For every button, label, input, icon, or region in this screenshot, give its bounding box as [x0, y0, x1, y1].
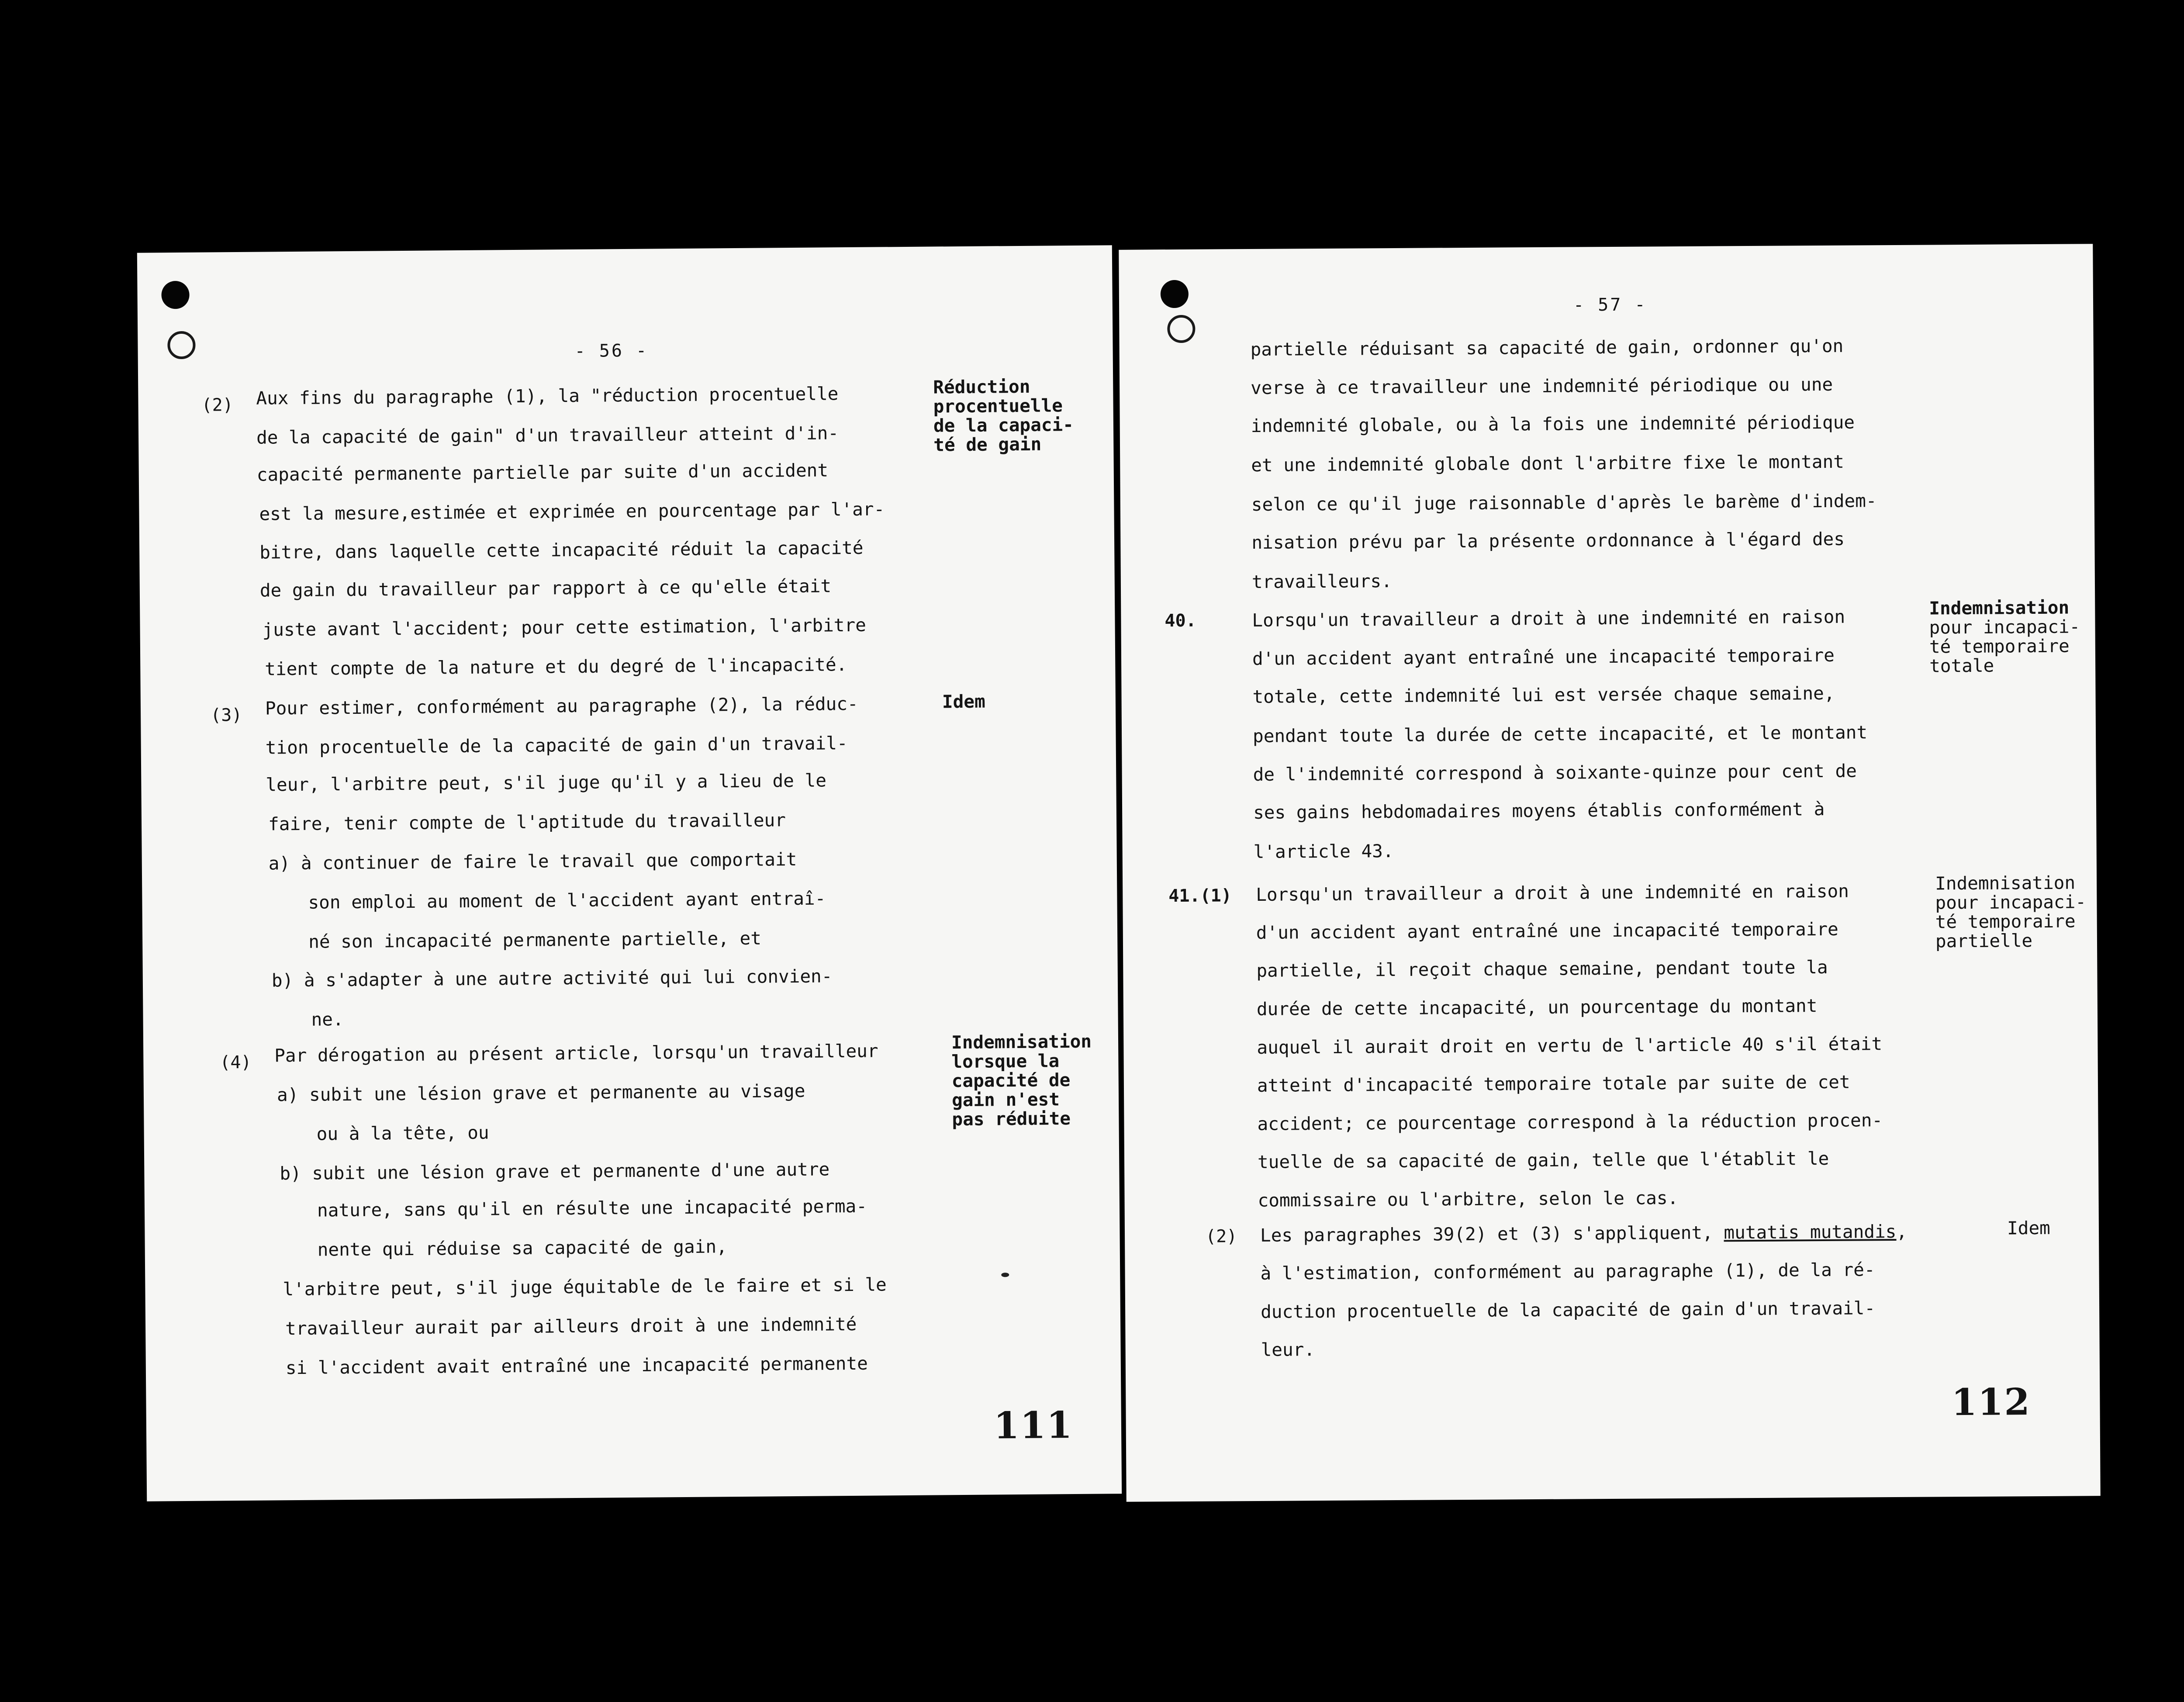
text-line: verse à ce travailleur une indemnité périodique ou une	[1251, 374, 1833, 398]
right-page	[1119, 244, 2100, 1502]
page-number: - 57 -	[1573, 294, 1647, 315]
margin-note	[1935, 873, 2087, 951]
margin-note-line: lorsque la	[951, 1050, 1060, 1072]
page-number: - 56 -	[574, 340, 649, 361]
text-line: d'un accident ayant entraîné une incapacité temporaire	[1256, 918, 1838, 943]
text-line: partielle, il reçoit chaque semaine, pendant toute la	[1256, 956, 1828, 981]
margin-note-line: procentuelle	[933, 395, 1063, 417]
article-number: 41.(1)	[1168, 886, 1232, 906]
text-line: bitre, dans laquelle cette incapacité réduit la capacité	[259, 537, 864, 563]
text-line: faire, tenir compte de l'aptitude du travailleur	[268, 809, 786, 835]
text-line: totale, cette indemnité lui est versée chaque semaine,	[1252, 682, 1835, 707]
margin-note	[933, 377, 1074, 455]
margin-note-line: partielle	[1935, 930, 2033, 952]
text-line: de l'indemnité correspond à soixante-quinze pour cent de	[1253, 760, 1857, 785]
text-line: leur, l'arbitre peut, s'il juge qu'il y a lieu de le	[266, 770, 827, 796]
text-line: si l'accident avait entraîné une incapacité permanente	[285, 1353, 868, 1379]
punch-hole-filled	[1161, 280, 1189, 308]
margin-note-line: té temporaire	[1935, 910, 2076, 933]
text-line: duction procentuelle de la capacité de gain d'un travail-	[1260, 1297, 1876, 1322]
text-line: tion procentuelle de la capacité de gain d'un travail-	[265, 733, 848, 758]
text-line: Lorsqu'un travailleur a droit à une indemnité en raison	[1252, 606, 1845, 631]
margin-note-line: Indemnisation	[951, 1031, 1092, 1053]
punch-hole-filled	[161, 281, 190, 309]
text-line: travailleur aurait par ailleurs droit à une indemnité	[285, 1313, 857, 1339]
margin-note	[942, 692, 985, 712]
paragraph-number: (2)	[1205, 1226, 1237, 1247]
text-line: partielle réduisant sa capacité de gain, ordonner qu'on	[1250, 335, 1844, 360]
margin-note-line: Indemnisation	[1929, 597, 2070, 619]
text-line: indemnité globale, ou à la fois une indemnité périodique	[1251, 412, 1855, 436]
text-line: l'article 43.	[1253, 841, 1394, 862]
text-line: durée de cette incapacité, un pourcentage du montant	[1256, 995, 1818, 1020]
text-line: son emploi au moment de l'accident ayant entraî-	[308, 888, 826, 913]
margin-note-line: totale	[1929, 655, 1994, 677]
text-line: Lorsqu'un travailleur a droit à une indemnité en raison	[1256, 880, 1849, 905]
margin-note-line: Idem	[942, 691, 985, 713]
margin-note	[2007, 1218, 2050, 1238]
text-line: pendant toute la durée de cette incapacité, et le montant	[1252, 722, 1868, 747]
margin-note-line: té temporaire	[1929, 635, 2070, 657]
text-line: Par dérogation au présent article, lorsqu'un travailleur	[274, 1040, 878, 1066]
punch-hole-ring	[167, 331, 196, 360]
article-number: 40.	[1165, 610, 1196, 631]
text-line: l'arbitre peut, s'il juge équitable de le faire et si le	[283, 1274, 887, 1300]
text-line	[1260, 1223, 1907, 1245]
text-line: de gain du travailleur par rapport à ce qu'elle était	[259, 575, 832, 601]
text-line: de la capacité de gain" d'un travailleur atteint d'in-	[256, 422, 839, 448]
text-line: a) subit une lésion grave et permanente au visage	[276, 1080, 805, 1106]
text-line: d'un accident ayant entraîné une incapacité temporaire	[1252, 644, 1835, 669]
text-line: à l'estimation, conformément au paragraphe (1), de la ré-	[1260, 1259, 1875, 1284]
text-line: commissaire ou l'arbitre, selon le cas.	[1258, 1187, 1679, 1211]
margin-note-line: Idem	[2007, 1217, 2050, 1239]
text-line: b) à s'adapter à une autre activité qui lui convien-	[271, 965, 833, 991]
text-line: a) à continuer de faire le travail que comportait	[268, 848, 797, 874]
text-line: tient compte de la nature et du degré de l'incapacité.	[265, 654, 847, 680]
text-line: b) subit une lésion grave et permanente d'une autre	[280, 1159, 830, 1184]
margin-note	[951, 1032, 1092, 1129]
text-line: ne.	[311, 1009, 344, 1030]
text-line: ses gains hebdomadaires moyens établis conformément à	[1253, 798, 1825, 823]
text-line: nature, sans qu'il en résulte une incapacité perma-	[317, 1195, 867, 1221]
margin-note-line: gain n'est	[951, 1089, 1060, 1111]
text-run: ,	[1896, 1221, 1908, 1242]
folio-number: 111	[993, 1403, 1073, 1447]
paragraph-number: (4)	[220, 1052, 252, 1073]
text-line: nisation prévu par la présente ordonnance à l'égard des	[1251, 528, 1845, 553]
margin-note-line: Réduction	[933, 376, 1030, 398]
text-line: et une indemnité globale dont l'arbitre fixe le montant	[1251, 451, 1845, 476]
text-line: est la mesure,estimée et exprimée en pourcentage par l'ar-	[259, 498, 885, 525]
margin-note-line: capacité de	[951, 1069, 1071, 1092]
text-line: nente qui réduise sa capacité de gain,	[317, 1236, 727, 1260]
text-line: ou à la tête, ou	[316, 1122, 489, 1145]
margin-note-line: pour incapaci-	[1929, 616, 2080, 638]
margin-note-line: pour incapaci-	[1935, 891, 2087, 913]
paragraph-number: (2)	[201, 395, 233, 415]
ink-speck	[1001, 1273, 1009, 1277]
margin-note-line: pas réduite	[952, 1108, 1071, 1130]
folio-number: 112	[1951, 1380, 2031, 1424]
text-line: atteint d'incapacité temporaire totale par suite de cet	[1257, 1071, 1850, 1096]
margin-note-line: té de gain	[933, 433, 1042, 456]
margin-note	[1929, 598, 2080, 675]
paragraph-number: (3)	[210, 705, 242, 726]
text-line: juste avant l'accident; pour cette estimation, l'arbitre	[262, 614, 867, 640]
text-line: tuelle de sa capacité de gain, telle que l'établit le	[1257, 1148, 1829, 1173]
text-line: travailleurs.	[1251, 571, 1392, 592]
text-line: selon ce qu'il juge raisonnable d'après le barème d'indem-	[1251, 490, 1877, 515]
margin-note-line: de la capaci-	[933, 414, 1074, 436]
text-line: capacité permanente partielle par suite d'un accident	[256, 460, 829, 485]
text-line: accident; ce pourcentage correspond à la réduction procen-	[1257, 1110, 1883, 1135]
latin-term: mutatis mutandis	[1724, 1221, 1897, 1243]
punch-hole-ring	[1167, 315, 1195, 343]
text-line: leur.	[1261, 1339, 1315, 1360]
text-run: Les paragraphes 39(2) et (3) s'appliquent,	[1260, 1222, 1724, 1246]
left-page	[137, 245, 1122, 1501]
text-line: Pour estimer, conformément au paragraphe (2), la réduc-	[265, 693, 858, 719]
text-line: Aux fins du paragraphe (1), la "réduction procentuelle	[256, 383, 839, 409]
margin-note-line: Indemnisation	[1935, 872, 2076, 894]
text-line: né son incapacité permanente partielle, et	[308, 927, 762, 952]
text-line: auquel il aurait droit en vertu de l'article 40 s'il était	[1257, 1033, 1883, 1058]
